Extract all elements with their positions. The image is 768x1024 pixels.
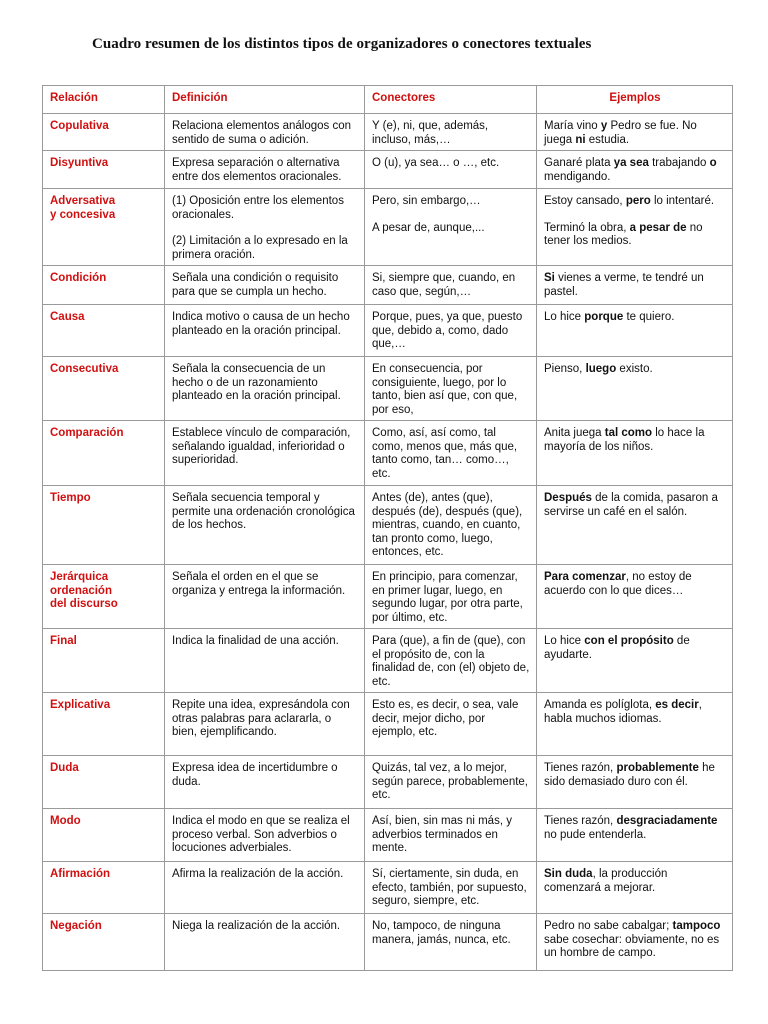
example-connector-highlight: porque bbox=[584, 311, 624, 323]
relation-label: ordenación bbox=[50, 584, 112, 597]
example-fragment: lo hace la mayoría de los niños. bbox=[544, 427, 705, 453]
example-fragment: Pienso, bbox=[544, 363, 586, 375]
example-connector-highlight: con el propósito bbox=[584, 635, 674, 647]
definition-cell bbox=[165, 914, 365, 971]
example-connector-highlight: Sin duda bbox=[544, 868, 593, 880]
document-title: Cuadro resumen de los distintos tipos de organizadores o conectores textuales bbox=[92, 36, 592, 52]
table-row bbox=[43, 565, 733, 629]
header-conectores: Conectores bbox=[365, 86, 537, 114]
connectors-text: Esto es, es decir, o sea, vale decir, mejor dicho, por ejemplo, etc. bbox=[372, 699, 519, 738]
table-row bbox=[43, 357, 733, 421]
table-row bbox=[43, 421, 733, 486]
definition-text: Repite una idea, expresándola con otras palabras para aclararla, o bien, ejemplificando. bbox=[172, 699, 350, 738]
example-text bbox=[544, 815, 726, 842]
definition-text: Señala una condición o requisito para que se cumpla un hecho. bbox=[172, 272, 339, 298]
connectors-cell bbox=[365, 151, 537, 189]
connectors-text: Antes (de), antes (que), después (de), después (que), mientras, cuando, en cuanto, tan pronto como, luego, entonces, etc. bbox=[372, 492, 523, 558]
example-fragment: existo. bbox=[616, 363, 653, 375]
table-row bbox=[43, 693, 733, 756]
header-relacion: Relación bbox=[43, 86, 165, 114]
table-row bbox=[43, 151, 733, 189]
relation-label: Jerárquica bbox=[50, 571, 109, 583]
definition-cell bbox=[165, 114, 365, 151]
table-row bbox=[43, 914, 733, 971]
connectors-cell bbox=[365, 693, 537, 756]
example-cell bbox=[537, 114, 733, 151]
relation-label: Negación bbox=[50, 920, 102, 932]
definition-text: Indica el modo en que se realiza el proceso verbal. Son adverbios o locuciones adverbiales. bbox=[172, 815, 350, 854]
relation-label: y concesiva bbox=[50, 208, 116, 221]
connectors-text: Y (e), ni, que, además, incluso, más,… bbox=[372, 120, 489, 146]
table-row bbox=[43, 809, 733, 862]
example-text bbox=[544, 363, 726, 377]
example-cell bbox=[537, 151, 733, 189]
example-fragment: Lo hice bbox=[544, 635, 585, 647]
relation-label: Tiempo bbox=[50, 492, 91, 504]
definition-cell bbox=[165, 693, 365, 756]
relation-cell bbox=[43, 809, 165, 862]
connectors-cell bbox=[365, 565, 537, 629]
example-cell bbox=[537, 809, 733, 862]
table-row bbox=[43, 756, 733, 809]
example-cell bbox=[537, 421, 733, 486]
table-row bbox=[43, 114, 733, 151]
relation-label: del discurso bbox=[50, 598, 118, 610]
example-connector-highlight: tal como bbox=[604, 427, 653, 439]
connectors-cell bbox=[365, 114, 537, 151]
connectors-text: A pesar de, aunque,... bbox=[372, 221, 485, 234]
definition-cell bbox=[165, 756, 365, 809]
definition-text: Expresa separación o alternativa entre dos elementos oracionales. bbox=[172, 157, 342, 183]
example-cell bbox=[537, 693, 733, 756]
relation-cell bbox=[43, 305, 165, 357]
example-cell bbox=[537, 565, 733, 629]
example-text bbox=[544, 920, 726, 961]
relation-label: Final bbox=[50, 635, 77, 647]
example-cell bbox=[537, 266, 733, 305]
example-fragment: Estoy cansado, bbox=[544, 195, 626, 207]
connectors-cell bbox=[365, 266, 537, 305]
definition-text: Establece vínculo de comparación, señalando igualdad, inferioridad o superioridad. bbox=[172, 427, 351, 466]
example-fragment: Terminó la obra, bbox=[544, 221, 630, 234]
relation-cell bbox=[43, 266, 165, 305]
example-fragment: María vino bbox=[544, 120, 601, 132]
definition-cell bbox=[165, 151, 365, 189]
relation-label: Explicativa bbox=[50, 699, 111, 711]
definition-text: Indica la finalidad de una acción. bbox=[172, 635, 339, 647]
table-row bbox=[43, 266, 733, 305]
connectors-cell bbox=[365, 189, 537, 266]
connectors-text: Pero, sin embargo,… bbox=[372, 195, 481, 207]
connectors-cell bbox=[365, 357, 537, 421]
table-row bbox=[43, 629, 733, 693]
connectors-text: Como, así, así como, tal como, menos que, más que, tanto como, tan… como…, etc. bbox=[372, 427, 518, 480]
definition-text: (1) Oposición entre los elementos oracionales. bbox=[172, 195, 344, 221]
definition-cell bbox=[165, 809, 365, 862]
example-fragment: Tienes razón, bbox=[544, 762, 617, 774]
connectors-cell bbox=[365, 862, 537, 914]
relation-label: Duda bbox=[50, 762, 79, 774]
definition-cell bbox=[165, 629, 365, 693]
example-connector-highlight: Después bbox=[544, 492, 592, 504]
example-text bbox=[544, 120, 726, 147]
example-fragment: estudia. bbox=[585, 133, 630, 146]
connectors-cell bbox=[365, 809, 537, 862]
example-fragment: , no estoy de acuerdo con lo que dices… bbox=[544, 571, 692, 597]
connectors-text: En consecuencia, por consiguiente, luego, por lo tanto, bien así que, con que, por eso, bbox=[372, 363, 518, 416]
example-text bbox=[544, 699, 726, 726]
definition-text: Niega la realización de la acción. bbox=[172, 920, 341, 932]
definition-cell bbox=[165, 357, 365, 421]
example-text bbox=[544, 635, 726, 662]
connectors-cell bbox=[365, 486, 537, 565]
relation-cell bbox=[43, 114, 165, 151]
example-cell bbox=[537, 357, 733, 421]
example-cell bbox=[537, 486, 733, 565]
connectors-cell bbox=[365, 914, 537, 971]
definition-text: Señala la consecuencia de un hecho o de un razonamiento planteado en la oración principal. bbox=[172, 363, 341, 402]
example-fragment: vienes a verme, te tendré un pastel. bbox=[544, 272, 704, 298]
table-row bbox=[43, 862, 733, 914]
example-text bbox=[544, 868, 726, 895]
example-cell bbox=[537, 914, 733, 971]
connectors-cell bbox=[365, 756, 537, 809]
example-fragment: no tener los medios. bbox=[544, 221, 703, 247]
example-text bbox=[544, 222, 726, 249]
definition-cell bbox=[165, 862, 365, 914]
example-fragment: te quiero. bbox=[623, 311, 675, 323]
example-fragment: he sido demasiado duro con él. bbox=[544, 762, 715, 788]
relation-label: Copulativa bbox=[50, 120, 109, 132]
connectors-text: En principio, para comenzar, en primer lugar, luego, en segundo lugar, por otra parte, por último, etc. bbox=[372, 571, 523, 624]
definition-cell bbox=[165, 189, 365, 266]
relation-cell bbox=[43, 862, 165, 914]
table-body bbox=[43, 114, 733, 971]
example-fragment: Amanda es políglota, bbox=[544, 699, 656, 711]
definition-text: Relaciona elementos análogos con sentido de suma o adición. bbox=[172, 120, 352, 146]
example-cell bbox=[537, 305, 733, 357]
relation-cell bbox=[43, 357, 165, 421]
relation-label: Afirmación bbox=[50, 868, 111, 880]
example-fragment: de ayudarte. bbox=[544, 635, 690, 661]
example-text bbox=[544, 427, 726, 454]
example-cell bbox=[537, 862, 733, 914]
example-text bbox=[544, 195, 726, 209]
relation-cell bbox=[43, 486, 165, 565]
example-fragment: Anita juega bbox=[544, 427, 605, 439]
example-fragment: lo intentaré. bbox=[650, 195, 715, 207]
relation-cell bbox=[43, 693, 165, 756]
example-cell bbox=[537, 756, 733, 809]
relation-label: Modo bbox=[50, 815, 81, 827]
connectors-text: Si, siempre que, cuando, en caso que, según,… bbox=[372, 272, 516, 298]
example-fragment: Pedro no sabe cabalgar; bbox=[544, 920, 673, 932]
connectors-text: No, tampoco, de ninguna manera, jamás, nunca, etc. bbox=[372, 920, 511, 946]
connectors-text: Quizás, tal vez, a lo mejor, según parece, probablemente, etc. bbox=[372, 762, 528, 801]
table-row bbox=[43, 189, 733, 266]
example-connector-highlight: es decir bbox=[655, 699, 699, 711]
relation-label: Causa bbox=[50, 311, 85, 323]
example-cell bbox=[537, 189, 733, 266]
definition-cell bbox=[165, 565, 365, 629]
connectors-cell bbox=[365, 421, 537, 486]
relation-cell bbox=[43, 914, 165, 971]
example-connector-highlight: a pesar de bbox=[629, 221, 687, 234]
example-connector-highlight: ni bbox=[575, 133, 586, 146]
table-header-row bbox=[43, 86, 733, 114]
relation-label: Condición bbox=[50, 272, 107, 284]
definition-cell bbox=[165, 486, 365, 565]
table-row bbox=[43, 486, 733, 565]
relation-cell bbox=[43, 151, 165, 189]
example-fragment: no pude entenderla. bbox=[544, 828, 647, 841]
definition-text: Señala el orden en el que se organiza y entrega la información. bbox=[172, 571, 346, 597]
header-definicion: Definición bbox=[165, 86, 365, 114]
example-text bbox=[544, 571, 726, 598]
example-cell bbox=[537, 629, 733, 693]
relation-cell bbox=[43, 421, 165, 486]
table-row bbox=[43, 305, 733, 357]
definition-cell bbox=[165, 305, 365, 357]
relation-label: Consecutiva bbox=[50, 363, 119, 375]
example-connector-highlight: probablemente bbox=[616, 762, 699, 774]
example-fragment: Tienes razón, bbox=[544, 815, 617, 827]
example-connector-highlight: Para comenzar bbox=[544, 571, 626, 583]
example-connector-highlight: pero bbox=[625, 195, 651, 207]
example-text bbox=[544, 272, 726, 299]
example-fragment: trabajando bbox=[648, 157, 710, 169]
example-connector-highlight: desgraciadamente bbox=[616, 815, 718, 827]
relation-cell bbox=[43, 629, 165, 693]
example-text bbox=[544, 492, 726, 519]
example-fragment: Lo hice bbox=[544, 311, 585, 323]
relation-label: Adversativa bbox=[50, 195, 116, 207]
example-connector-highlight: y bbox=[600, 120, 608, 132]
connectors-text: Sí, ciertamente, sin duda, en efecto, también, por supuesto, seguro, siempre, etc. bbox=[372, 868, 527, 907]
example-text bbox=[544, 762, 726, 789]
example-fragment: de la comida, pasaron a servirse un café en el salón. bbox=[544, 492, 718, 518]
example-fragment: mendigando. bbox=[544, 170, 611, 183]
example-fragment: , la producción comenzará a mejorar. bbox=[544, 868, 668, 894]
relation-label: Comparación bbox=[50, 427, 124, 439]
example-connector-highlight: Si bbox=[544, 272, 555, 284]
definition-cell bbox=[165, 421, 365, 486]
connectors-summary-table bbox=[42, 85, 733, 971]
example-connector-highlight: ya sea bbox=[613, 157, 649, 169]
relation-cell bbox=[43, 565, 165, 629]
header-ejemplos: Ejemplos bbox=[537, 86, 733, 114]
example-fragment: Ganaré plata bbox=[544, 157, 614, 169]
example-connector-highlight: luego bbox=[585, 363, 617, 375]
connectors-text: Porque, pues, ya que, puesto que, debido a, como, dado que,… bbox=[372, 311, 523, 350]
connectors-cell bbox=[365, 305, 537, 357]
definition-text: Afirma la realización de la acción. bbox=[172, 868, 344, 880]
connectors-cell bbox=[365, 629, 537, 693]
example-fragment: sabe cosechar: obviamente, no es un hombre de campo. bbox=[544, 933, 720, 959]
definition-text: (2) Limitación a lo expresado en la primera oración. bbox=[172, 235, 348, 261]
example-text bbox=[544, 311, 726, 325]
connectors-text: Así, bien, sin mas ni más, y adverbios terminados en mente. bbox=[372, 815, 512, 854]
definition-text: Expresa idea de incertidumbre o duda. bbox=[172, 762, 338, 788]
definition-text: Indica motivo o causa de un hecho planteado en la oración principal. bbox=[172, 311, 350, 337]
relation-cell bbox=[43, 756, 165, 809]
relation-cell bbox=[43, 189, 165, 266]
example-connector-highlight: tampoco bbox=[672, 920, 721, 932]
definition-cell bbox=[165, 266, 365, 305]
connectors-text: Para (que), a fin de (que), con el propósito de, con la finalidad de, con (el) objeto de, etc. bbox=[372, 635, 530, 688]
definition-text: Señala secuencia temporal y permite una ordenación cronológica de los hechos. bbox=[172, 492, 355, 531]
example-fragment: Pedro se fue. No juega bbox=[544, 120, 697, 146]
example-text bbox=[544, 157, 726, 184]
connectors-text: O (u), ya sea… o …, etc. bbox=[372, 157, 500, 169]
relation-label: Disyuntiva bbox=[50, 157, 109, 169]
example-connector-highlight: o bbox=[709, 157, 717, 169]
example-fragment: , habla muchos idiomas. bbox=[544, 699, 702, 725]
